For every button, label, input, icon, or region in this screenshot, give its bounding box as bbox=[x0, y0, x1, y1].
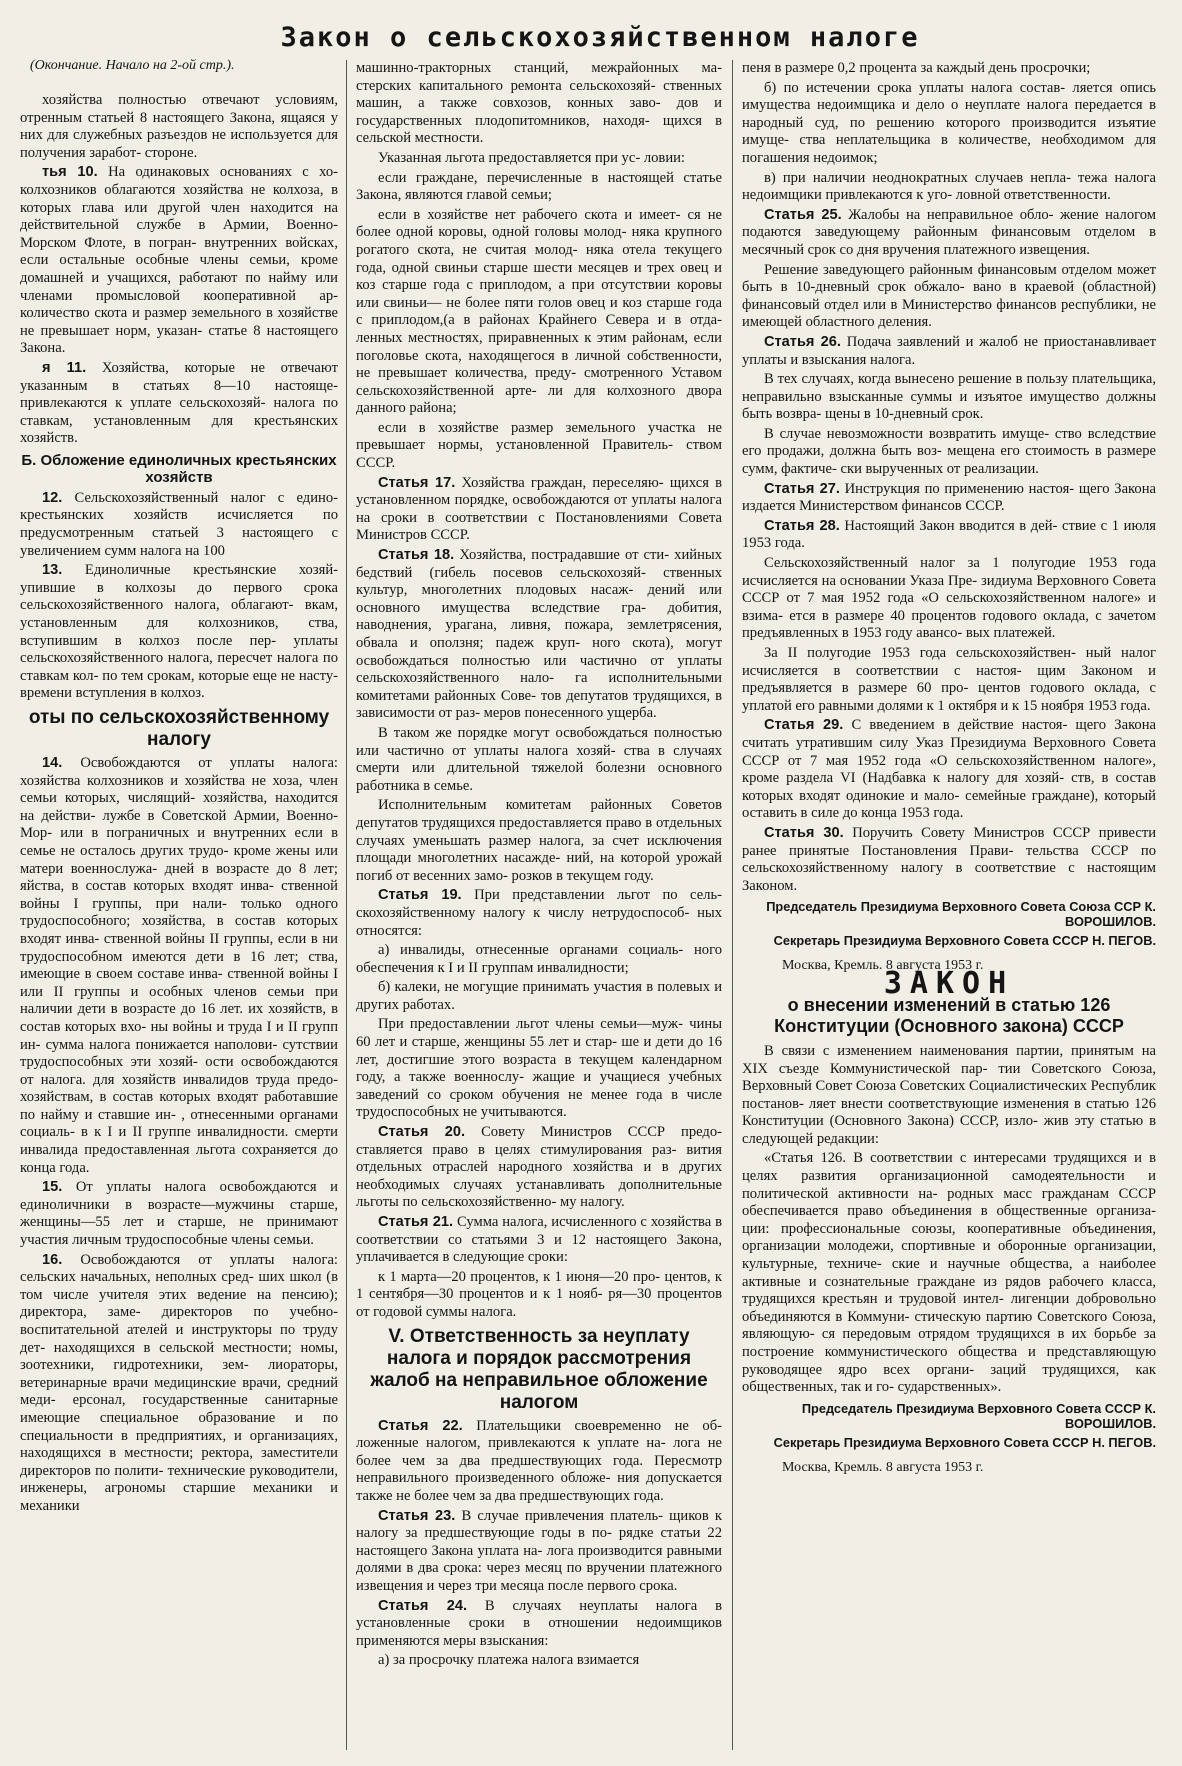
page-title: Закон о сельскохозяйственном налоге bbox=[280, 22, 920, 53]
article-text: При представлении льгот по сель- скохозяйственному налогу к числу нетрудоспособ- ных относятся: bbox=[356, 887, 722, 939]
article-paragraph bbox=[742, 334, 1156, 369]
article-text: Сумма налога, исчисленного с хозяйства в соответствии со статьями 3 и 12 настоящего Закона, уплачивается в следующие сроки: bbox=[356, 1214, 722, 1266]
article-number: я 11. bbox=[42, 359, 87, 376]
article-number: Статья 17. bbox=[378, 474, 456, 491]
paragraph: в) при наличии неоднократных случаев непла- тежа налога недоимщики привлекаются к уго- ловной ответственности. bbox=[742, 169, 1156, 204]
article-text: С введением в действие настоя- щего Закона считать утратившим силу Указ Президиума Верховного Совета СССР от 7 мая 1952 года «О сельскохозяйственном налоге», кроме раздела VI (Надбавка к налогу для хозяй- ств, в состав которых входят одинокие и мало- семейные граждане), который оставить в силе до конца 1953 года. bbox=[742, 717, 1156, 822]
paragraph: В случае невозможности возвратить имуще- ство вследствие его продажи, должна быть воз- мещена его стоимость в размере сумм, фактиче- ски вырученных от реализации. bbox=[742, 425, 1156, 478]
section-heading: V. Ответственность за неуплату налога и порядок рассмотрения жалоб на неправильное обложение налогом bbox=[370, 1325, 708, 1413]
article-number: Статья 24. bbox=[378, 1597, 468, 1614]
paragraph: если в хозяйстве нет рабочего скота и имеет- ся не более одной коровы, одной головы молод- няка крупного рогатого скота, не считая молод- няка отела текущего года, одной свиньи старше шести месяцев и трех овец и коз старше года с приплодом, а при отсутствии коровы или свиньи— не более пяти голов овец и коз старше года с приплодом,(а в районах Крайнего Севера и в отда- ленных местностях, приравненных к этим районам, если поголовье скота, находящегося в личной собственности, не превышает количества, преду- смотренного Уставом сельскохозяйственной арте- ли для колхозного двора данного района; bbox=[356, 206, 722, 417]
article-number: Статья 25. bbox=[764, 206, 842, 223]
paragraph: Указанная льгота предоставляется при ус- ловии: bbox=[378, 149, 685, 166]
signature-line: Председатель Президиума Верховного Совета Союза ССР К. ВОРОШИЛОВ. bbox=[766, 899, 1156, 930]
column-divider bbox=[346, 60, 347, 1750]
article-text: В случаях неуплаты налога в установленные сроки в отношении недоимщиков применяются меры взыскания: bbox=[356, 1597, 722, 1649]
article-number: Статья 29. bbox=[764, 717, 844, 734]
column-middle bbox=[356, 60, 722, 1740]
paragraph: «Статья 126. В соответствии с интересами трудящихся и в целях развития организационной самодеятельности и политической активности на- родных масс гражданам СССР обеспечивается право объединения в общественные организа- ции: профессиональные союзы, кооперативные объединения, организации молодежи, спортивные и оборонные организации, культурные, техниче- ские и научные общества, а наиболее активные и сознательные граждане из рядов рабочего класса, трудящихся крестьян и трудовой интел- лигенции добровольно объединяются в Коммуни- стическую партию Советского Союза, являющую- ся передовым отрядом трудящихся в их борьбе за построение коммунистического общества и представляющую руководящее ядро всех органи- заций трудящихся, как общественных, так и го- сударственных». bbox=[742, 1150, 1156, 1396]
article-paragraph bbox=[742, 825, 1156, 895]
paragraph: если в хозяйстве размер земельного участка не превышает нормы, установленной Правитель- ством СССР. bbox=[356, 419, 722, 472]
paragraph: В тех случаях, когда вынесено решение в пользу плательщика, неправильно взысканные суммы и изъятое имущество должны быть возвра- щены в 10-дневный срок. bbox=[742, 371, 1156, 423]
paragraph: За II полугодие 1953 года сельскохозяйствен- ный налог исчисляется в соответствии с настоя- щим Законом и предъявляется в размере 60 про- центов годового оклада, с уплатой его равными долями к 1 октября и к 15 ноября 1953 года. bbox=[742, 645, 1156, 714]
paragraph: В таком же порядке могут освобождаться полностью или частично от уплаты налога хозяй- ства в случаях смерти или длительной тяжелой болезни основного работника в семье. bbox=[356, 724, 722, 794]
article-number: тья 10. bbox=[42, 164, 98, 181]
law-heading: ЗАКОН bbox=[883, 966, 1015, 1002]
article-paragraph bbox=[356, 1598, 722, 1651]
article-text: Единоличные крестьянские хозяй- упившие в колхозы до первого срока сельскохозяйственного налога, облагают- вкам, установленным для колхозников, ства, вступившим в колхоз после пер- уплаты сельскохозяйственного налога, пересчет налога по ставкам кол- по тем срокам, которые еще не насту- времени вступления в колхоз. bbox=[20, 562, 338, 702]
paragraph: если граждане, перечисленные в настоящей статье Закона, являются главой семьи; bbox=[356, 169, 722, 204]
article-paragraph bbox=[20, 360, 338, 448]
article-paragraph bbox=[742, 717, 1156, 823]
article-text: От уплаты налога освобождаются и единоличники в возрасте—мужчины старше, женщины—55 лет и старше, не принимают участия личным трудоспособные члены семьи. bbox=[20, 1179, 338, 1249]
article-text: Подача заявлений и жалоб не приостанавливает уплаты и взыскания налога. bbox=[742, 333, 1156, 368]
article-number: Статья 30. bbox=[764, 824, 844, 841]
section-heading: Б. Обложение единоличных крестьянских хозяйств bbox=[21, 451, 337, 486]
article-paragraph bbox=[742, 481, 1156, 516]
article-paragraph bbox=[356, 887, 722, 940]
paragraph: к 1 марта—20 процентов, к 1 июня—20 про- центов, к 1 сентября—30 процентов и к 1 нояб- ря—30 процентов от годовой суммы налога. bbox=[356, 1268, 722, 1320]
article-number: 16. bbox=[42, 1251, 63, 1268]
column-right bbox=[742, 60, 1156, 1740]
paragraph: пеня в размере 0,2 процента за каждый день просрочки; bbox=[742, 60, 1091, 76]
paragraph: б) по истечении срока уплаты налога состав- ляется опись имущества недоимщика и дело о неуплате налога передается в народный суд, по решению которого производится изъятие имуще- ства неплательщика в количестве, необходимом для погашения недоимок; bbox=[742, 79, 1156, 166]
article-number: Статья 23. bbox=[378, 1507, 456, 1524]
article-paragraph bbox=[742, 207, 1156, 260]
article-text: Хозяйства, которые не отвечают указанным в статьях 8—10 настояще- привлекаются к уплате сельскохозяй- налога по ставкам, установленным для крестьянских хозяйств. bbox=[20, 359, 338, 447]
paragraph: При предоставлении льгот члены семьи—муж- чины 60 лет и старше, женщины 55 лет и стар- ше и дети до 16 лет, достигшие этого возраста в текущем календарном году, а также военнослу- жащие и учащиеся учебных заведений со сроком обучения не менее года в числе трудоспособных не учитываются. bbox=[356, 1016, 722, 1121]
signature-line: Председатель Президиума Верховного Совета СССР К. ВОРОШИЛОВ. bbox=[801, 1400, 1156, 1431]
paragraph: Сельскохозяйственный налог за 1 полугодие 1953 года исчисляется на основании Указа Пре- зидиума Верховного Совета СССР от 7 мая 1952 года «О сельскохозяйственном налоге» и взима- ется в размере 40 процентов годового оклада, с зачетом предъявленных в 1953 году авансо- вых платежей. bbox=[742, 555, 1156, 642]
article-text: Поручить Совету Министров СССР привести ранее принятые Постановления Прави- тельства СССР по сельскохозяйственному налогу в соответствие с настоящим Законом. bbox=[742, 824, 1156, 894]
paragraph: Исполнительным комитетам районных Советов депутатов трудящихся предоставляется право в отдельных случаях уменьшать размер налога, за счет исключения площади многолетних насажде- ний, на которой урожай погиб от весенних замо- розков в текущем году. bbox=[356, 797, 722, 884]
article-text: В случае привлечения платель- щиков к налогу за предшествующие годы в по- рядке статьи 22 настоящего Закона уплата на- лога производится равными долями в два срока: через месяц по вручении платежного извещения и через три месяца после первого срока. bbox=[356, 1507, 722, 1594]
article-paragraph bbox=[20, 490, 338, 560]
article-text: Хозяйства, пострадавшие от сти- хийных бедствий (гибель посевов сельскохозяй- ственных культур, многолетних плодовых насаж- дений или основного имущества вследствие гра- добития, наводнения, урагана, ливня, пожара, землетрясения, обвала и оползня; падеж круп- ного скота), могут освобождаться полностью или частично от уплаты сельскохозяйственного нало- га исполнительными комитетами районных Сове- тов депутатов трудящихся, в зависимости от раз- меров понесенного ущерба. bbox=[356, 547, 722, 722]
article-number: 12. bbox=[42, 489, 63, 506]
article-text: Настоящий Закон вводится в дей- ствие с 1 июля 1953 года. bbox=[742, 517, 1156, 552]
article-text: Освобождаются от уплаты налога: хозяйства колхозников и хозяйства не хоза, член семьи которых, числящий- хозяйства, находится на действи- лужбе в Советской Армии, Военно-Мор- или в пограничных и внутренних если в семье не осталось других трудо- кроме жены или матери военнослужа- дней в возрасте до 8 лет; яйства, в состав которых входят инва- ственной войны I группы, при нали- только одного трудоспособного; хозяйства, в состав которых входят инва- ственной войны II группы, если в ни трудоспособном имеются дети в 16 лет; ства, имеющие в своем составе инва- ственной войны I или II группы и особных членов семьи при наличии дети в возрасте до 16 лет. их хозяйств, в состав которых вхо- ны войны и труда I и II групп ин- сумма налога понижается наполови- сутствии трудоспособных эти хозяй- ости освобождаются от налога. для хозяйств инвалидов труда предо- хозяйствам, в состав которых входят работавшие по найму и ставшие ин- , отнесенными органами социаль- в к I и II группе инвалидности. смерти инвалида предоставленная льгота сохраняется до конца года. bbox=[20, 755, 338, 1176]
paragraph: В связи с изменением наименования партии, принятым на XIX съезде Коммунистической пар- тии Советского Союза, Верховный Совет Союза Советских Социалистических Республик постанов- ляет внести соответствующие изменения в статью 126 Конституции (Основного Закона) СССР, излo- жив эту статью в следующей редакции: bbox=[742, 1042, 1156, 1147]
signature-line: Секретарь Президиума Верховного Совета СССР Н. ПЕГОВ. bbox=[773, 1434, 1156, 1450]
article-paragraph bbox=[20, 562, 338, 703]
article-paragraph bbox=[20, 1252, 338, 1516]
section-heading: оты по сельскохозяйственному налогу bbox=[28, 707, 330, 750]
column-divider bbox=[732, 60, 733, 1750]
article-text: Хозяйства граждан, переселяю- щихся в установленном порядке, освобождаются от уплаты налога на сроки в соответствии с Постановлениями Совета Министров СССР. bbox=[356, 474, 722, 544]
article-number: Статья 21. bbox=[378, 1214, 454, 1230]
column-left bbox=[20, 92, 338, 1766]
article-text: Совету Министров СССР предо- ставляется право в целях стимулирования раз- вития отдельных отраслей народного хозяйства и в других необходимых случаях устанавливать дополнительные льготы по сельскохозяйственно- му налогу. bbox=[356, 1124, 722, 1211]
paragraph: Решение заведующего районным финансовым отделом может быть в 10-дневный срок обжало- вано в краевой (областной) финансовый отдел или в Министерство финансов республики, не имеющей областного деления. bbox=[742, 261, 1156, 331]
law-subheading: о внесении изменений в статью 126 Конституции (Основного закона) СССР bbox=[774, 994, 1124, 1036]
paragraph: хозяйства полностью отвечают условиям, отренным статьей 8 настоящего Закона, ящаяся у них для служебных разъездов не используется для получения заработ- стороне. bbox=[20, 92, 338, 161]
article-paragraph bbox=[20, 755, 338, 1177]
continuation-note: (Окончание. Начало на 2-ой стр.). bbox=[30, 58, 235, 73]
article-number: Статья 28. bbox=[764, 517, 840, 534]
article-paragraph bbox=[20, 1179, 338, 1249]
place-date: Москва, Кремль. 8 августа 1953 г. bbox=[782, 1459, 984, 1475]
article-number: Статья 26. bbox=[764, 333, 841, 350]
article-paragraph bbox=[356, 1508, 722, 1596]
article-paragraph bbox=[356, 547, 722, 723]
paragraph: машинно-тракторных станций, межрайонных ма- стерских капитального ремонта сельскохозяй- ственных машин, а также совхозов, конных заво- дов и государственных плодопитомников, находя- щихся в сельской местности. bbox=[356, 60, 722, 147]
article-number: 15. bbox=[42, 1179, 63, 1196]
article-paragraph bbox=[356, 1124, 722, 1212]
article-number: 13. bbox=[42, 562, 63, 579]
article-text: Инструкция по применению настоя- щего Закона издается Министерством финансов СССР. bbox=[742, 480, 1156, 515]
article-number: Статья 27. bbox=[764, 480, 840, 497]
article-text: Сельскохозяйственный налог с едино- крестьянских хозяйств исчисляется по предусмотренным статьей 3 настоящего с увеличением сумм налога на 100 bbox=[20, 489, 338, 559]
article-paragraph bbox=[356, 1214, 722, 1267]
paragraph: б) калеки, не могущие принимать участия в полевых и других работах. bbox=[356, 979, 722, 1013]
article-text: На одинаковых основаниях с хо- колхозников облагаются хозяйства не колхоза, в которых глава или другой член находится на действительной службе в Армии, Военно-Морском Флоте, в погран- внутренних войсках, если остальные особные члены семьи, кроме домашней и учащихся, работают по найму или членами промысловой кооперативной ар- количество скота и размер земельного в хозяйстве не превышает норм, указан- статье 8 настоящего Закона. bbox=[20, 164, 338, 357]
article-paragraph bbox=[356, 1418, 722, 1506]
signature-line: Секретарь Президиума Верховного Совета СССР Н. ПЕГОВ. bbox=[773, 933, 1156, 949]
article-text: Жалобы на неправильное обло- жение налогом подаются заведующему районным финансовым отделом в месячный срок со дня вручения платежного извещения. bbox=[742, 206, 1156, 258]
paragraph: а) инвалиды, отнесенные органами социаль- ного обеспечения к I и II группам инвалидности; bbox=[356, 942, 722, 976]
article-paragraph bbox=[356, 475, 722, 545]
article-number: Статья 18. bbox=[378, 547, 455, 564]
article-number: Статья 22. bbox=[378, 1417, 463, 1434]
place-date: Москва, Кремль. 8 августа 1953 г. bbox=[782, 958, 984, 974]
article-number: Статья 19. bbox=[378, 887, 462, 904]
paragraph: а) за просрочку платежа налога взимается bbox=[378, 1652, 640, 1669]
article-number: Статья 20. bbox=[378, 1124, 466, 1141]
article-paragraph bbox=[20, 164, 338, 358]
article-text: Плательщики своевременно не об- ложенные налогом, привлекаются к уплате на- лога не более чем за два предшествующих года. Пересмотр неправильного произведенного обложе- ния допускается также не более чем за два предшествующих года. bbox=[356, 1417, 722, 1504]
article-paragraph bbox=[742, 518, 1156, 553]
article-number: 14. bbox=[42, 755, 63, 771]
article-text: Освобождаются от уплаты налога: сельских начальных, неполных сред- ших школ (в том числе учителя этих ведение на пенсию); директора, заме- директоров по учебно-воспитательной ателей и инструкторы по труду дет- находящихся в сельской местности; номы, зоотехники, гидротехники, зем- лиораторы, ветеринарные врачи медицинские врачи, средний меди- ерсонал, государственные санитарные имеющие специальное образование и по специальности в предприятиях, и организациях, находящихся в местности; ректора, заместители директоров по полити- технические руководители, инженеры, агрономы старшие механики и механики bbox=[20, 1251, 338, 1514]
